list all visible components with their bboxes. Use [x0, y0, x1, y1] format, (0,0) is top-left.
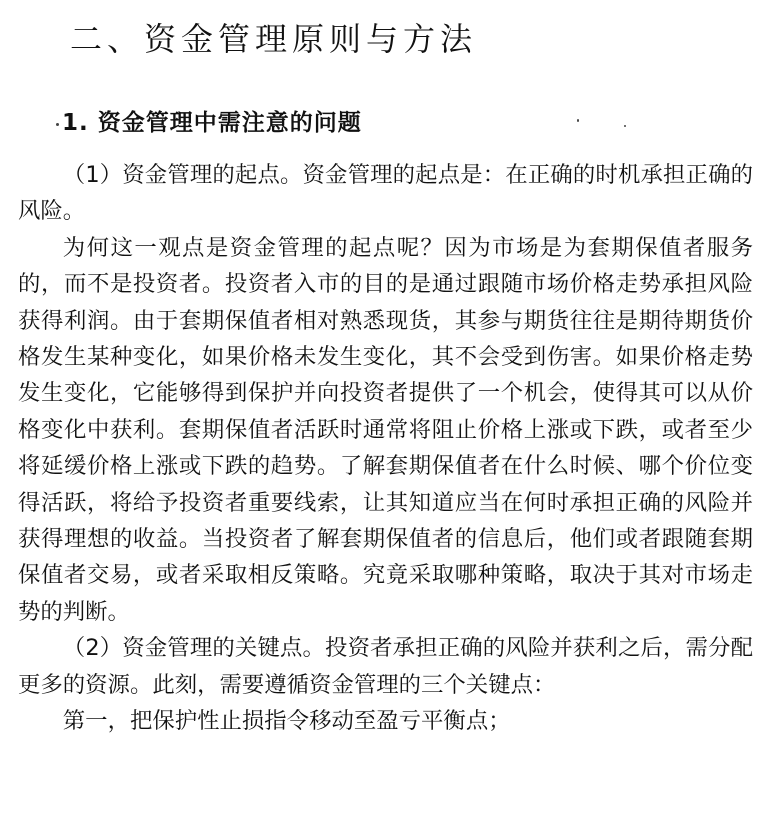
- paragraph-money-management-key-points: （2）资金管理的关键点。投资者承担正确的风险并获利之后，需分配更多的资源。此刻，需要遵循资金管理的三个关键点：: [18, 635, 753, 698]
- scan-speck: [56, 123, 59, 126]
- section-title: 1. 资金管理中需注意的问题: [62, 110, 362, 136]
- paragraph-hedger-explanation: 为何这一观点是资金管理的起点呢？因为市场是为套期保值者服务的，而不是投资者。投资者入市的目的是通过跟随市场价格走势承担风险获得利润。由于套期保值者相对熟悉现货，其参与期货往往是期待期货价格发生某种变化，如果价格未发生变化，其不会受到伤害。如果价格走势发生变化，它能够得到保护并向投资者提供了一个机会，使得其可以从价格变化中获利。套期保值者活跃时通常将阻止价格上涨或下跌，或者至少将延缓价格上涨或下跌的趋势。了解套期保值者在什么时候、哪个价位变得活跃，将给予投资者重要线索，让其知道应当在何时承担正确的风险并获得理想的收益。当投资者了解套期保值者的信息后，他们或者跟随套期保值者交易，或者采取相反策略。究竟采取哪种策略，取决于其对市场走势的判断。: [18, 234, 753, 625]
- paragraph-money-management-starting-point: （1）资金管理的起点。资金管理的起点是：在正确的时机承担正确的风险。: [18, 162, 753, 225]
- paragraph-first-key-point: 第一，把保护性止损指令移动至盈亏平衡点；: [62, 708, 511, 735]
- scan-speck: [577, 119, 579, 122]
- chapter-title: 二、资金管理原则与方法: [70, 20, 478, 58]
- scan-speck: [624, 125, 626, 127]
- body-text: [18, 157, 753, 740]
